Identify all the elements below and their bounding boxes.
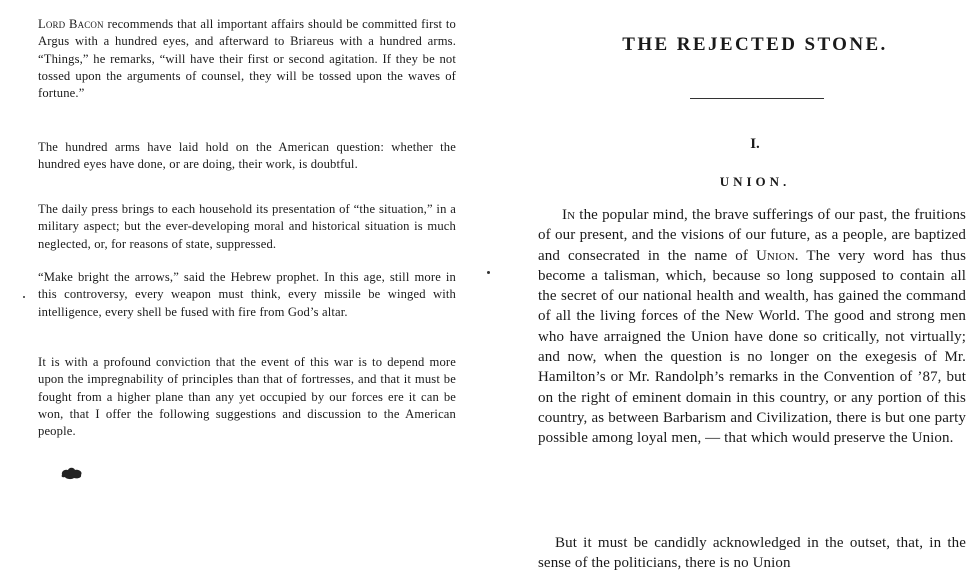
- right-page: [490, 0, 980, 586]
- paragraph-text-b: . The very word has thus become a talisman, which, because so long supposed to contain all the secret of our national health and wealth, has gained the command of all the living forces of the New World. The good and strong men who have arraigned the Union have done so critically, not virtually; and now, when the question is no longer on the exegesis of Mr. Hamilton’s or Mr. Randolph’s remarks in the Convention of ’87, but on the right of eminent domain in this country, or any portion of this country, as between Barbarism and Civilization, there is but one party possible among loyal men, — that which would preserve the Union.: [538, 247, 967, 447]
- paragraph-1-text: recommends that all important affairs should be committed first to Argus with a hundred eyes, and afterward to Briareus with a hundred arms. “Things,” he remarks, “will have their first or second agitation. If they be not tossed upon the arguments of counsel, they will be tossed upon the waves of fortune.”: [38, 17, 456, 101]
- page-title: THE REJECTED STONE.: [622, 34, 888, 55]
- chapter-paragraph-2: But it must be candidly acknowledged in the outset, that, in the sense of the politicians, there is no Union: [538, 535, 966, 572]
- paragraph-3: The daily press brings to each household its presentation of “the situation,” in a military aspect; but the ever-developing moral and historical situation is much neglected, or, for reasons of state, suppressed.: [38, 202, 456, 251]
- lead-small-caps: Lord Bacon: [38, 17, 104, 31]
- chapter-numeral: I.: [750, 136, 760, 152]
- paragraph-5: It is with a profound conviction that the event of this war is to depend more upon the impregnability of principles than that of fortresses, and that it must be fought from a higher plane than any yet occupied by our forces ere it can be won, that I offer the following suggestions and discussion to the American people.: [38, 355, 456, 439]
- paragraph-2: The hundred arms have laid hold on the American question: whether the hundred eyes have done, or are doing, their work, is doubtful.: [38, 140, 456, 172]
- paragraph-1: [38, 16, 456, 102]
- title-divider: [690, 98, 824, 99]
- union-small-caps: Union: [755, 247, 795, 264]
- ink-blot-icon: [60, 466, 84, 480]
- paragraph-text-a: the popular mind, the brave sufferings of our past, the fruitions of our present, and the visions of our future, as a people, are baptized and consecrated in the name of: [538, 207, 966, 264]
- ink-speck: [23, 296, 25, 298]
- drop-lead-word: In: [562, 207, 576, 223]
- paragraph-4: “Make bright the arrows,” said the Hebrew prophet. In this age, still more in this controversy, every weapon must think, every missile be winged with intelligence, every shell be fused with fire from God’s altar.: [38, 270, 456, 319]
- chapter-heading: UNION.: [719, 174, 791, 189]
- chapter-paragraph-1: [538, 205, 966, 449]
